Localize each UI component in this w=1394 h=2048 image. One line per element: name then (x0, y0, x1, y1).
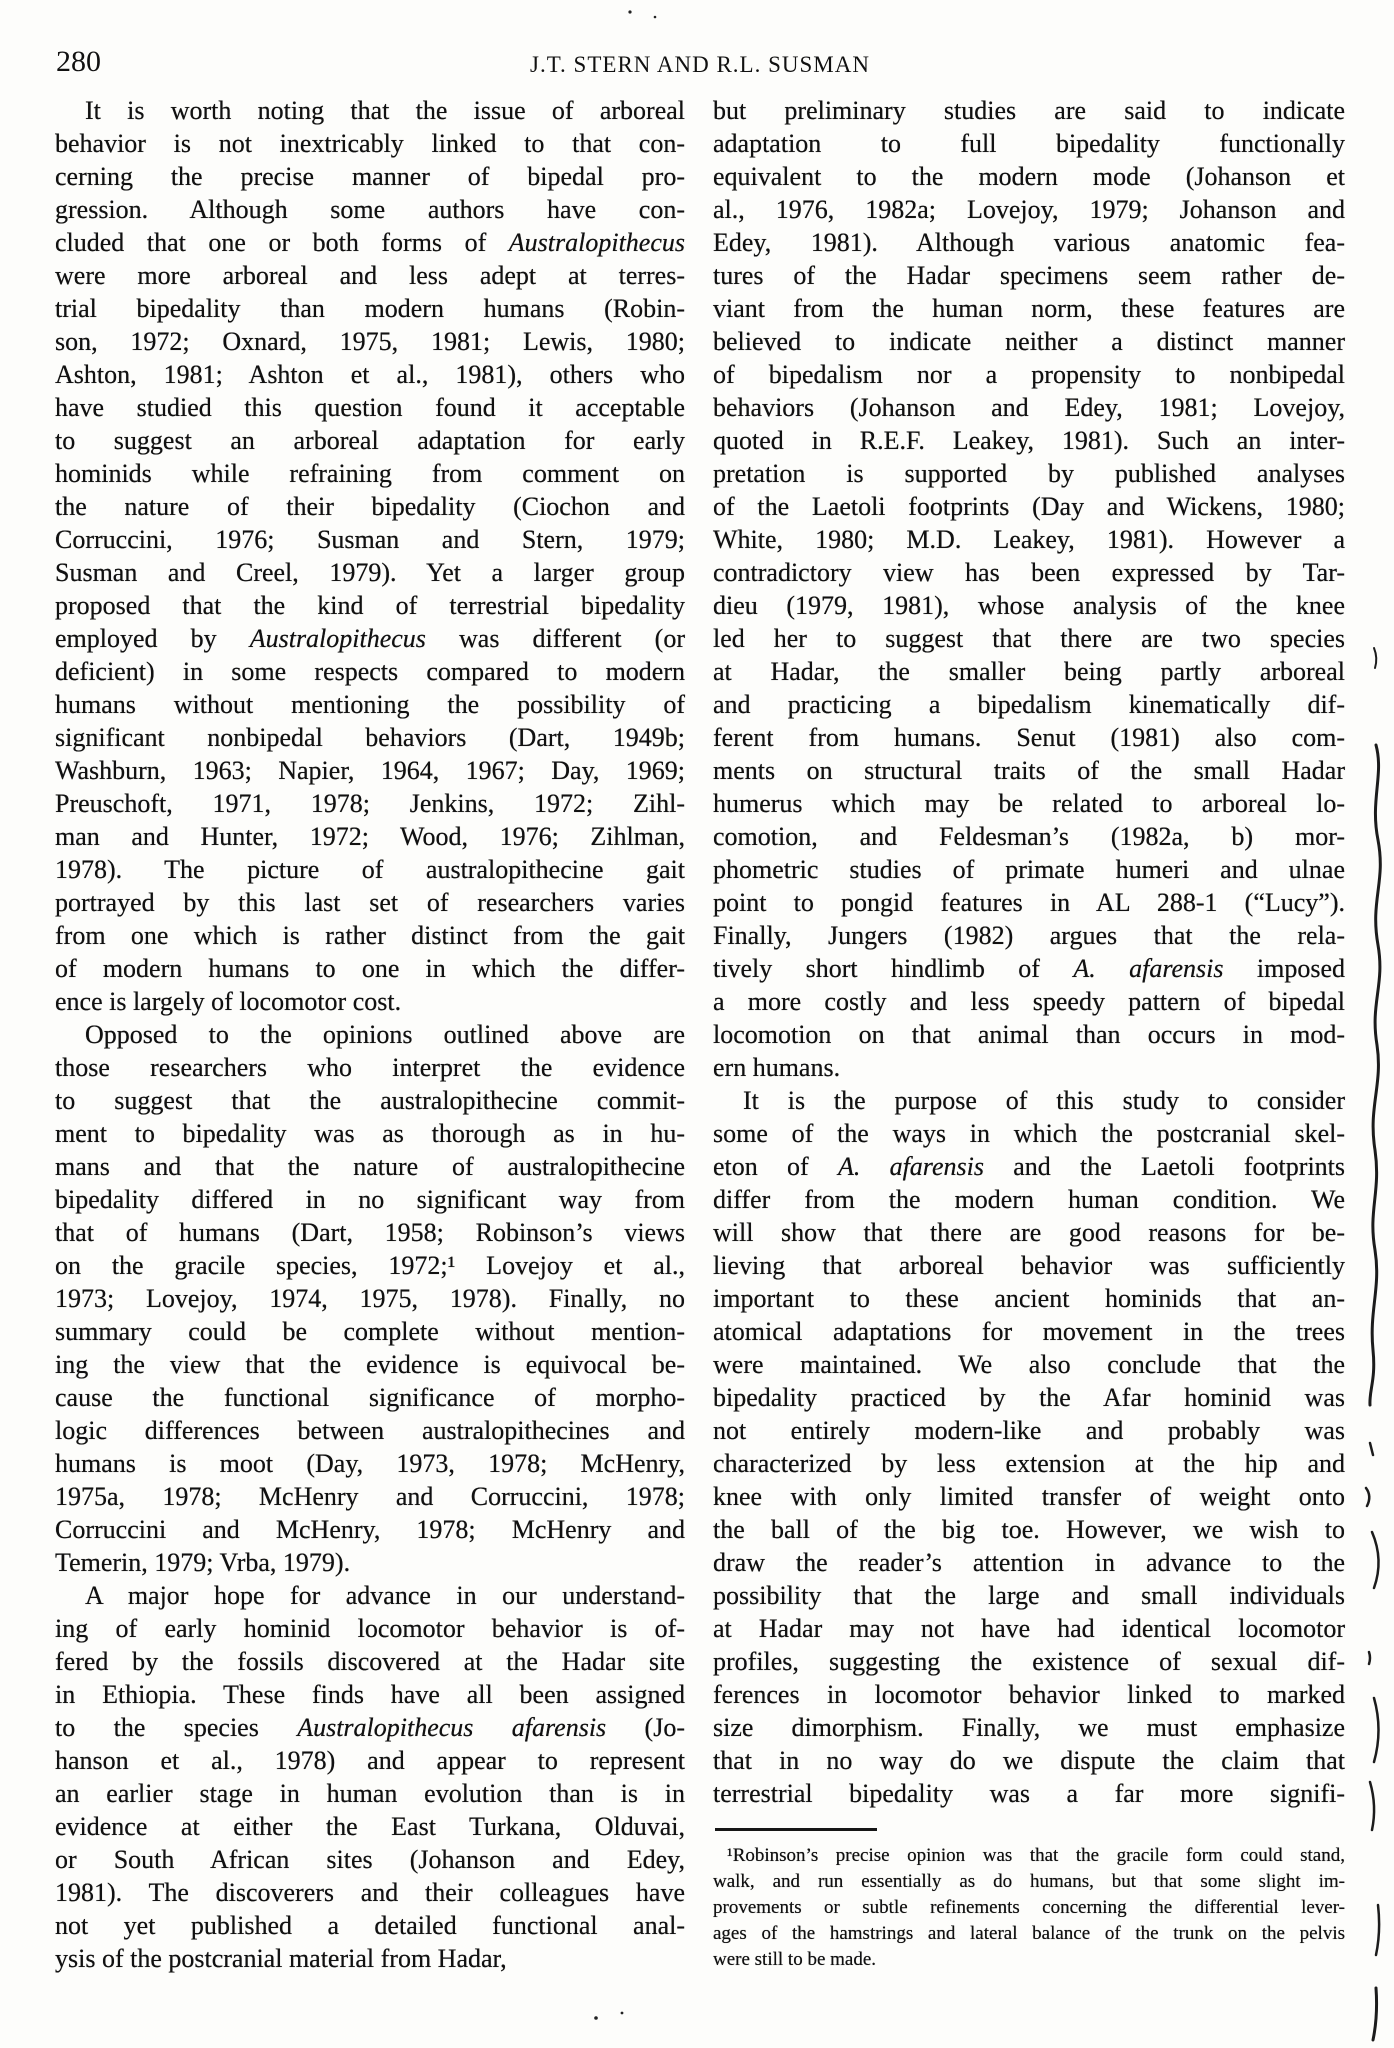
text-line: important to these ancient hominids that an- (713, 1284, 1345, 1313)
text-line: ¹Robinson’s precise opinion was that the gracile form could stand, (727, 1845, 1345, 1866)
text-line: will show that there are good reasons for be- (713, 1218, 1345, 1247)
text-line: viant from the human norm, these features are (713, 294, 1345, 323)
text-line: to the species Australopithecus afarensis (Jo- (55, 1713, 685, 1742)
text-line: Corruccini, 1976; Susman and Stern, 1979; (55, 525, 685, 554)
text-line: to suggest an arboreal adaptation for early (55, 426, 685, 455)
text-line: bipedality differed in no significant way from (55, 1185, 685, 1214)
text-line: not yet published a detailed functional anal- (55, 1911, 685, 1940)
text-line: phometric studies of primate humeri and ulnae (713, 855, 1345, 884)
text-line: deficient) in some respects compared to modern (55, 657, 685, 686)
text-line: at Hadar may not have had identical locomotor (713, 1614, 1345, 1643)
text-line: ing of early hominid locomotor behavior is of- (55, 1614, 685, 1643)
page-number: 280 (56, 45, 101, 78)
text-line: the nature of their bipedality (Ciochon and (55, 492, 685, 521)
text-line: of modern humans to one in which the differ- (55, 954, 685, 983)
text-line: Washburn, 1963; Napier, 1964, 1967; Day, 1969; (55, 756, 685, 785)
left-column-text (55, 94, 685, 1975)
text-line: tively short hindlimb of A. afarensis imposed (713, 954, 1345, 983)
text-line: point to pongid features in AL 288-1 (“Lucy”). (713, 888, 1345, 917)
text-line: summary could be complete without mention- (55, 1317, 685, 1346)
text-line: size dimorphism. Finally, we must emphasize (713, 1713, 1345, 1742)
text-line: of bipedalism nor a propensity to nonbipedal (713, 360, 1345, 389)
text-line: an earlier stage in human evolution than is in (55, 1779, 685, 1808)
text-line: and practicing a bipedalism kinematically dif- (713, 690, 1345, 719)
text-line: characterized by less extension at the hip and (713, 1449, 1345, 1478)
text-line: led her to suggest that there are two species (713, 624, 1345, 653)
text-line: terrestrial bipedality was a far more signifi- (713, 1779, 1345, 1808)
text-line: Edey, 1981). Although various anatomic fea- (713, 228, 1345, 257)
text-line: that in no way do we dispute the claim that (713, 1746, 1345, 1775)
text-line: but preliminary studies are said to indicate (713, 96, 1345, 125)
text-line: 1973; Lovejoy, 1974, 1975, 1978). Finally, no (55, 1284, 685, 1313)
left-column (55, 94, 685, 1975)
text-line: were maintained. We also conclude that the (713, 1350, 1345, 1379)
text-line: draw the reader’s attention in advance to the (713, 1548, 1345, 1577)
text-line: those researchers who interpret the evidence (55, 1053, 685, 1082)
text-line: ments on structural traits of the small Hadar (713, 756, 1345, 785)
text-line: son, 1972; Oxnard, 1975, 1981; Lewis, 1980; (55, 327, 685, 356)
text-line: walk, and run essentially as do humans, but that some slight im- (713, 1871, 1345, 1892)
text-line: atomical adaptations for movement in the trees (713, 1317, 1345, 1346)
text-line: fered by the fossils discovered at the Hadar site (55, 1647, 685, 1676)
text-line: in Ethiopia. These finds have all been assigned (55, 1680, 685, 1709)
text-line: bipedality practiced by the Afar hominid was (713, 1383, 1345, 1412)
text-line: the ball of the big toe. However, we wish to (713, 1515, 1345, 1544)
text-line: ysis of the postcranial material from Hadar, (55, 1944, 507, 1973)
text-line: ence is largely of locomotor cost. (55, 987, 402, 1016)
text-line: Opposed to the opinions outlined above are (85, 1020, 685, 1049)
text-line: hanson et al., 1978) and appear to represent (55, 1746, 685, 1775)
right-column (713, 94, 1345, 1973)
text-line: cluded that one or both forms of Australopithecus (55, 228, 685, 257)
text-line: ferent from humans. Senut (1981) also com- (713, 723, 1345, 752)
text-line: from one which is rather distinct from the gait (55, 921, 685, 950)
text-line: ment to bipedality was as thorough as in hu- (55, 1119, 685, 1148)
footnote (713, 1828, 1345, 1973)
text-line: or South African sites (Johanson and Edey, (55, 1845, 685, 1874)
text-line: to suggest that the australopithecine commit- (55, 1086, 685, 1115)
text-line: dieu (1979, 1981), whose analysis of the knee (713, 591, 1345, 620)
text-line: that of humans (Dart, 1958; Robinson’s views (55, 1218, 685, 1247)
text-line: humerus which may be related to arboreal lo- (713, 789, 1345, 818)
text-line: A major hope for advance in our understand- (85, 1581, 685, 1610)
text-line: humans without mentioning the possibility of (55, 690, 685, 719)
text-line: on the gracile species, 1972;¹ Lovejoy et al., (55, 1251, 685, 1280)
text-line: Corruccini and McHenry, 1978; McHenry and (55, 1515, 685, 1544)
text-line: It is the purpose of this study to consider (743, 1086, 1345, 1115)
footnote-text (713, 1843, 1345, 1973)
text-line: not entirely modern-like and probably was (713, 1416, 1345, 1445)
text-line: It is worth noting that the issue of arboreal (85, 96, 685, 125)
text-line: behavior is not inextricably linked to that con- (55, 129, 685, 158)
text-line: Preuschoft, 1971, 1978; Jenkins, 1972; Zihl- (55, 789, 685, 818)
text-line: provements or subtle refinements concerning the differential lever- (713, 1897, 1345, 1918)
text-line: a more costly and less speedy pattern of bipedal (713, 987, 1345, 1016)
text-line: Temerin, 1979; Vrba, 1979). (55, 1548, 351, 1577)
text-line: profiles, suggesting the existence of sexual dif- (713, 1647, 1345, 1676)
text-line: possibility that the large and small individuals (713, 1581, 1345, 1610)
text-line: mans and that the nature of australopithecine (55, 1152, 685, 1181)
text-line: 1978). The picture of australopithecine gait (55, 855, 685, 884)
text-line: ferences in locomotor behavior linked to marked (713, 1680, 1345, 1709)
text-line: differ from the modern human condition. We (713, 1185, 1345, 1214)
text-line: trial bipedality than modern humans (Robin- (55, 294, 685, 323)
text-line: evidence at either the East Turkana, Olduvai, (55, 1812, 685, 1841)
text-line: 1975a, 1978; McHenry and Corruccini, 1978; (55, 1482, 685, 1511)
text-line: Ashton, 1981; Ashton et al., 1981), others who (55, 360, 685, 389)
text-line: were more arboreal and less adept at terres- (55, 261, 685, 290)
footnote-separator-rule (715, 1828, 877, 1831)
text-line: of the Laetoli footprints (Day and Wickens, 1980; (713, 492, 1345, 521)
text-line: man and Hunter, 1972; Wood, 1976; Zihlman, (55, 822, 685, 851)
text-line: behaviors (Johanson and Edey, 1981; Lovejoy, (713, 393, 1345, 422)
text-line: pretation is supported by published analyses (713, 459, 1345, 488)
right-column-text (713, 94, 1345, 1810)
text-line: contradictory view has been expressed by Tar- (713, 558, 1345, 587)
text-line: eton of A. afarensis and the Laetoli footprints (713, 1152, 1346, 1181)
text-line: have studied this question found it acceptable (55, 393, 685, 422)
text-line: White, 1980; M.D. Leakey, 1981). However a (713, 525, 1345, 554)
text-line: 1981). The discoverers and their colleagues have (55, 1878, 685, 1907)
text-line: humans is moot (Day, 1973, 1978; McHenry, (55, 1449, 685, 1478)
text-line: cerning the precise manner of bipedal pro- (55, 162, 685, 191)
text-line: hominids while refraining from comment on (55, 459, 685, 488)
text-line: logic differences between australopithecines and (55, 1416, 685, 1445)
text-line: ing the view that the evidence is equivocal be- (55, 1350, 685, 1379)
text-line: portrayed by this last set of researchers varies (55, 888, 685, 917)
text-line: at Hadar, the smaller being partly arboreal (713, 657, 1345, 686)
text-line: locomotion on that animal than occurs in mod- (713, 1020, 1345, 1049)
text-line: believed to indicate neither a distinct manner (713, 327, 1345, 356)
text-line: al., 1976, 1982a; Lovejoy, 1979; Johanson and (713, 195, 1345, 224)
text-line: adaptation to full bipedality functionally (713, 129, 1345, 158)
text-line: employed by Australopithecus was different (or (55, 624, 685, 653)
text-line: ern humans. (713, 1053, 841, 1082)
text-line: ages of the hamstrings and lateral balance of the trunk on the pelvis (713, 1923, 1345, 1944)
text-line: quoted in R.E.F. Leakey, 1981). Such an inter- (713, 426, 1345, 455)
text-line: Susman and Creel, 1979). Yet a larger group (55, 558, 685, 587)
text-line: proposed that the kind of terrestrial bipedality (55, 591, 685, 620)
text-line: lieving that arboreal behavior was sufficiently (713, 1251, 1345, 1280)
text-line: equivalent to the modern mode (Johanson et (713, 162, 1345, 191)
text-line: knee with only limited transfer of weight onto (713, 1482, 1345, 1511)
text-line: Finally, Jungers (1982) argues that the rela- (713, 921, 1345, 950)
text-line: some of the ways in which the postcranial skel- (713, 1119, 1345, 1148)
text-line: cause the functional significance of morpho- (55, 1383, 685, 1412)
text-line: gression. Although some authors have con- (55, 195, 685, 224)
text-line: tures of the Hadar specimens seem rather de- (713, 261, 1345, 290)
text-line: were still to be made. (713, 1949, 877, 1970)
running-head: J.T. STERN AND R.L. SUSMAN (530, 52, 870, 77)
text-line: significant nonbipedal behaviors (Dart, 1949b; (55, 723, 685, 752)
text-line: comotion, and Feldesman’s (1982a, b) mor- (713, 822, 1345, 851)
